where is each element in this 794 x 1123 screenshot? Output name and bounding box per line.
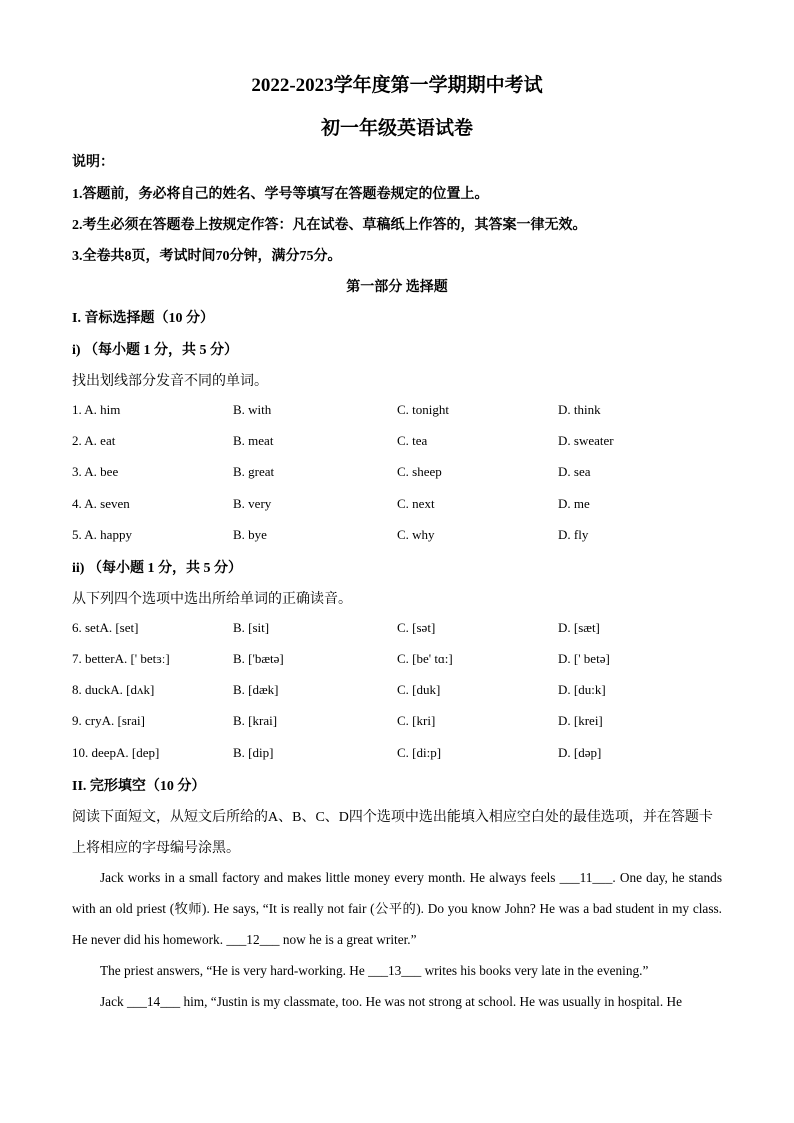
option: B. very — [233, 496, 272, 511]
option: C. [be' tɑ:] — [397, 651, 453, 666]
option: B. [dip] — [233, 745, 274, 760]
question-row — [72, 464, 722, 482]
option: C. [duk] — [397, 682, 441, 697]
question-row — [72, 402, 722, 420]
question-row — [72, 433, 722, 451]
note-item: 3.全卷共8页，考试时间70分钟，满分75分。 — [72, 249, 342, 264]
option: 5. A. happy — [72, 527, 132, 542]
option: 2. A. eat — [72, 433, 116, 448]
option: 6. setA. [set] — [72, 620, 139, 635]
option: 10. deepA. [dep] — [72, 745, 160, 760]
section2-instruction: 上将相应的字母编号涂黑。 — [72, 841, 240, 856]
sub2-instruction: 从下列四个选项中选出所给单词的正确读音。 — [72, 592, 352, 607]
option: B. [krai] — [233, 713, 278, 728]
option: C. [di:p] — [397, 745, 442, 760]
option: D. fly — [558, 527, 589, 542]
question-row — [72, 682, 722, 700]
passage-paragraph: The priest answers, “He is very hard-working. He ___13___ writes his books very late in the evening.” — [100, 963, 649, 978]
option: D. me — [558, 496, 590, 511]
notes-label: 说明： — [72, 155, 114, 170]
option: B. bye — [233, 527, 267, 542]
option: D. [dəp] — [558, 745, 602, 760]
option: 4. A. seven — [72, 496, 130, 511]
question-row — [72, 745, 722, 763]
option: 8. duckA. [dʌk] — [72, 682, 155, 697]
sub1-instruction: 找出划线部分发音不同的单词。 — [72, 374, 268, 389]
passage-paragraph: Jack ___14___ him, “Justin is my classmate, too. He was not strong at school. He was usually in hospital. He — [100, 994, 683, 1009]
option: D. [krei] — [558, 713, 603, 728]
exam-title: 2022-2023学年度第一学期期中考试 — [251, 75, 543, 96]
option: B. ['bætə] — [233, 651, 284, 666]
question-row — [72, 713, 722, 731]
option: C. why — [397, 527, 435, 542]
option: D. think — [558, 402, 601, 417]
option: C. next — [397, 496, 435, 511]
option: D. sea — [558, 464, 591, 479]
option: B. with — [233, 402, 272, 417]
question-row — [72, 651, 722, 669]
option: B. [dæk] — [233, 682, 279, 697]
question-row — [72, 527, 722, 545]
section2-heading: II. 完形填空（10 分） — [72, 779, 206, 794]
question-row — [72, 496, 722, 514]
option: D. [sæt] — [558, 620, 600, 635]
section2-instruction: 阅读下面短文，从短文后所给的A、B、C、D四个选项中选出能填入相应空白处的最佳选项，并在答题卡 — [72, 810, 713, 825]
note-item: 1.答题前，务必将自己的姓名、学号等填写在答题卷规定的位置上。 — [72, 187, 489, 202]
option: 3. A. bee — [72, 464, 119, 479]
option: D. [du:k] — [558, 682, 606, 697]
option: C. tonight — [397, 402, 450, 417]
option: B. meat — [233, 433, 274, 448]
option: D. [' betə] — [558, 651, 610, 666]
exam-subtitle: 初一年级英语试卷 — [320, 118, 473, 139]
sub1-heading: i) （每小题 1 分，共 5 分） — [72, 343, 239, 358]
option: 9. cryA. [srai] — [72, 713, 145, 728]
note-item: 2.考生必须在答题卷上按规定作答：凡在试卷、草稿纸上作答的，其答案一律无效。 — [72, 218, 587, 233]
option: B. [sit] — [233, 620, 270, 635]
part1-heading: 第一部分 选择题 — [346, 280, 448, 295]
section1-heading: I. 音标选择题（10 分） — [72, 311, 214, 326]
option: 1. A. him — [72, 402, 121, 417]
option: C. [sət] — [397, 620, 436, 635]
passage-paragraph: Jack works in a small factory and makes little money every month. He always feels ___11___. One day, he stands with an old priest (牧师). He says, “It is really not fair (公平的). Do you know John? He was a bad student in my class. He never did his homework. ___12___ now he is a great writer.” — [72, 870, 722, 947]
option: C. tea — [397, 433, 428, 448]
option: C. [kri] — [397, 713, 436, 728]
sub2-heading: ii) （每小题 1 分，共 5 分） — [72, 561, 242, 576]
option: D. sweater — [558, 433, 614, 448]
option: 7. betterA. [' betɜː] — [72, 651, 170, 666]
option: B. great — [233, 464, 275, 479]
question-row — [72, 620, 722, 638]
option: C. sheep — [397, 464, 442, 479]
